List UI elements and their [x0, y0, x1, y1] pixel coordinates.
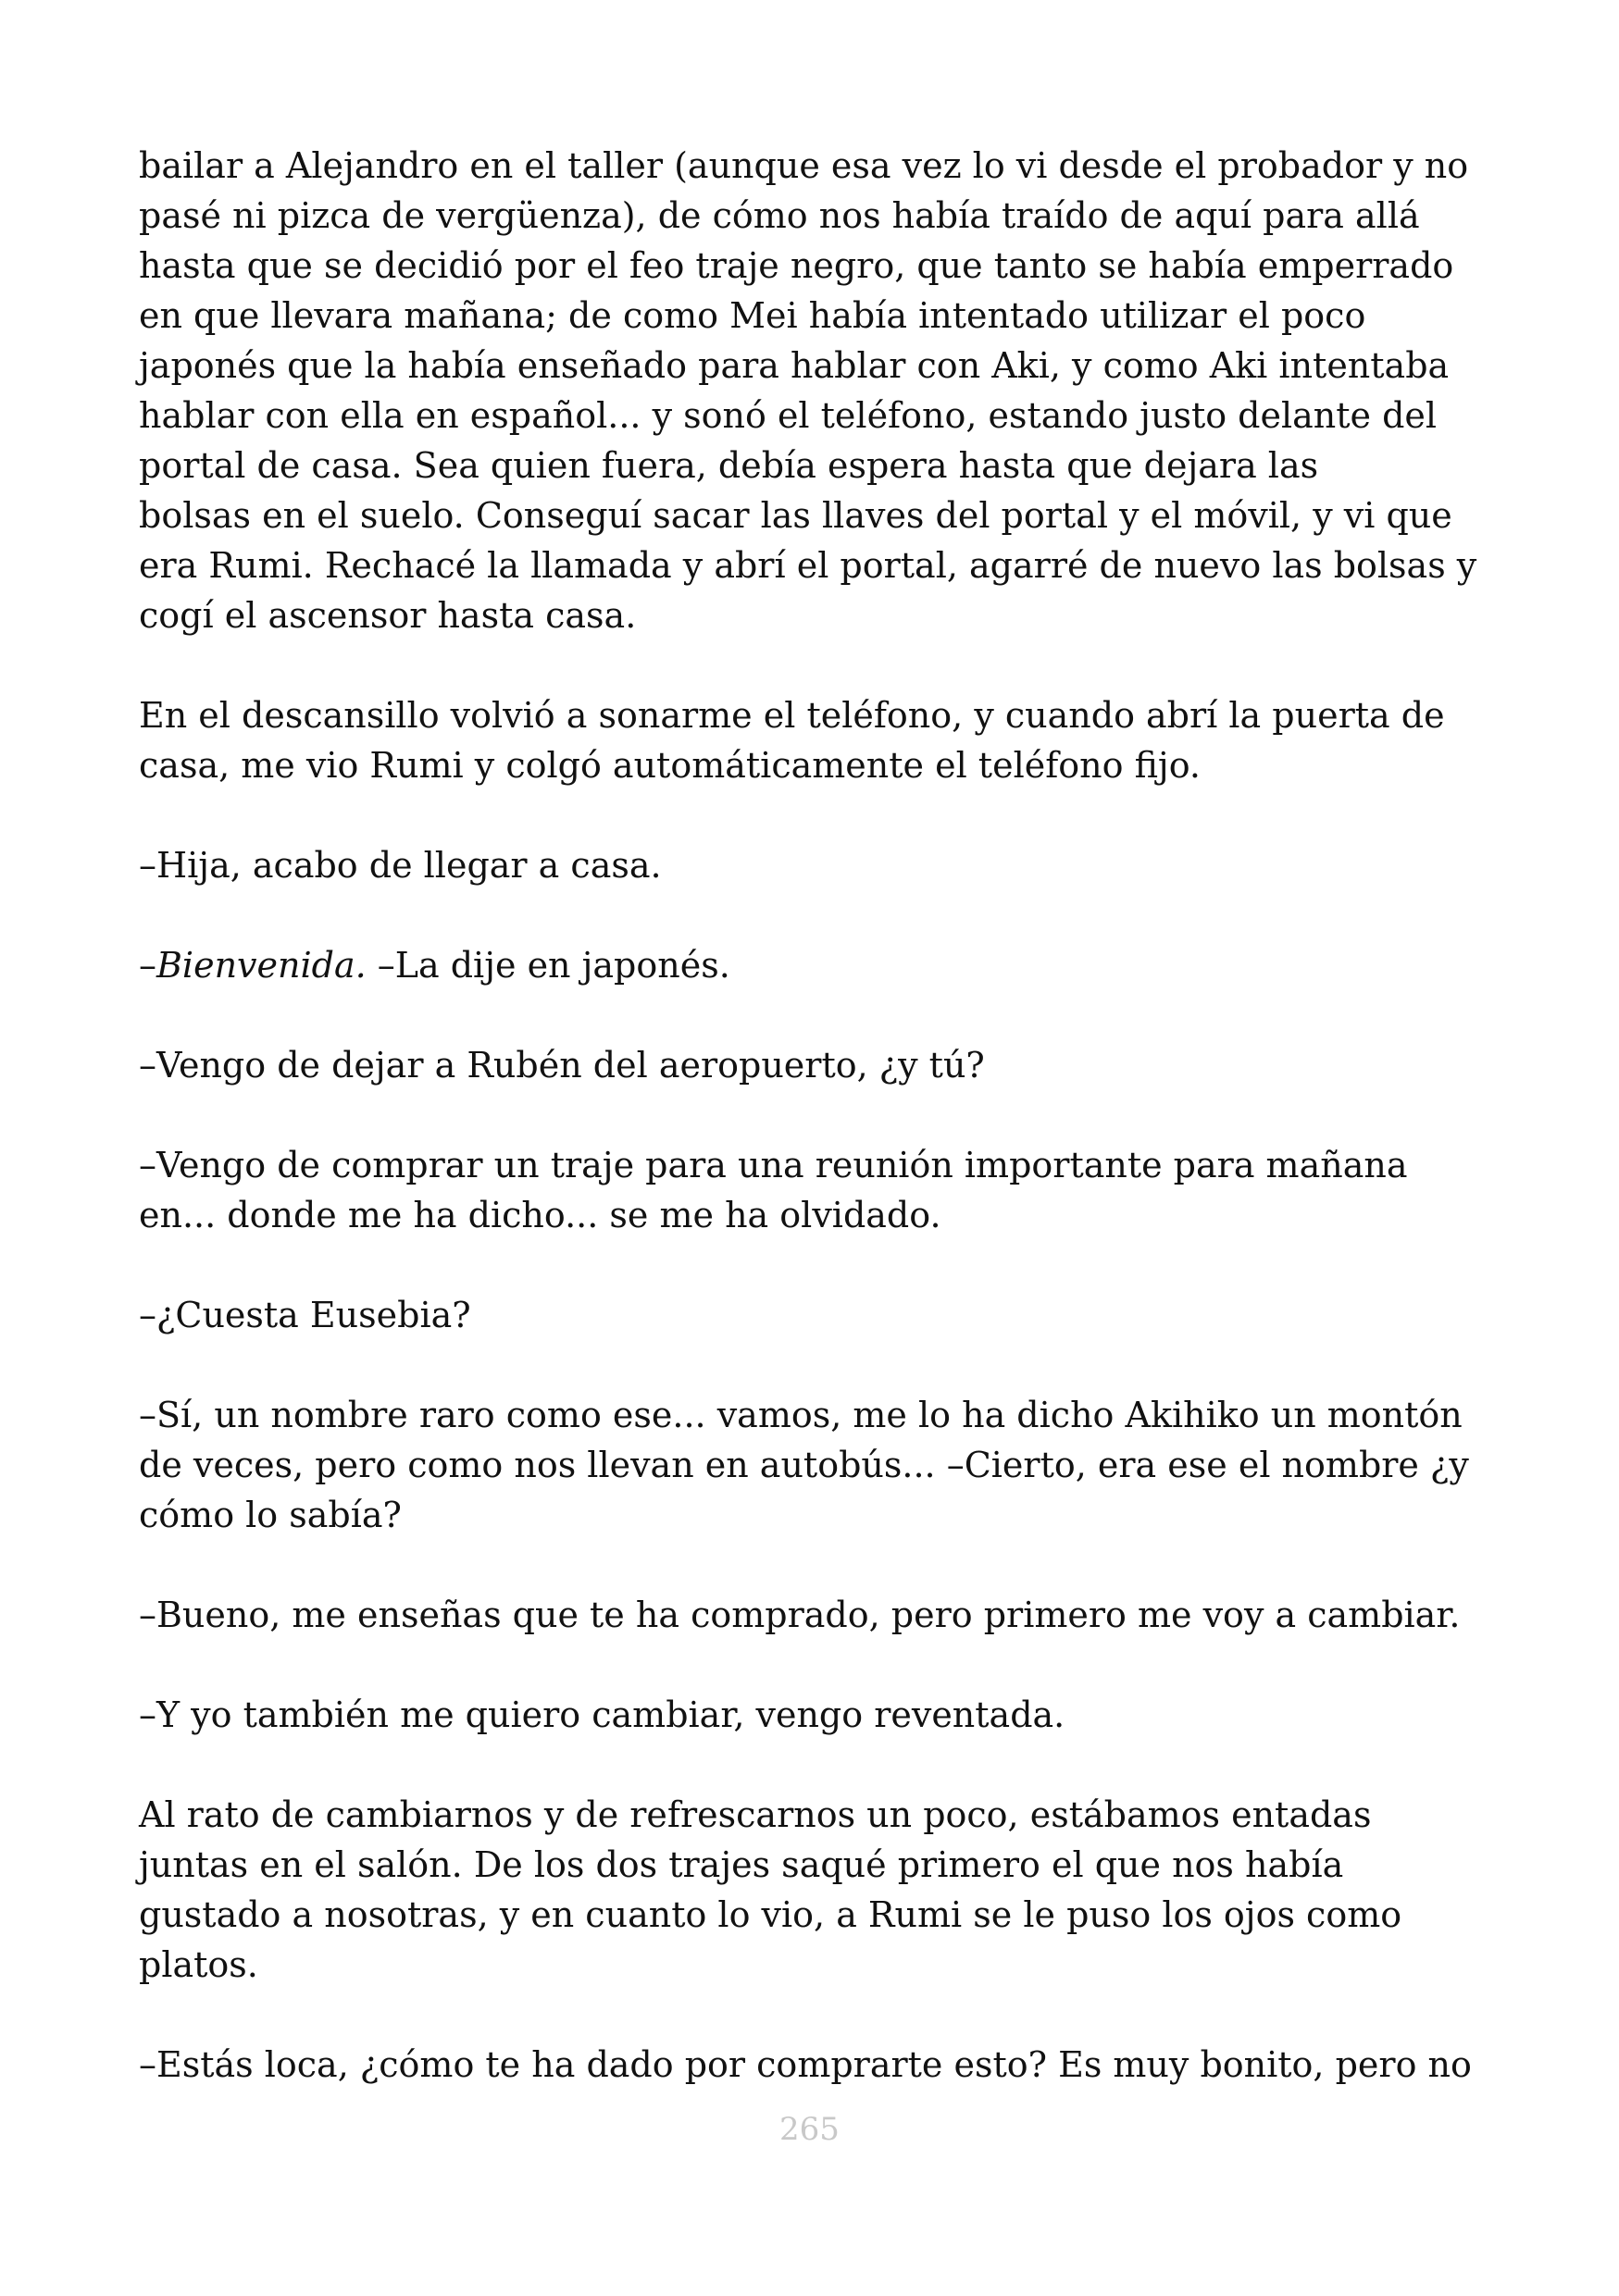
paragraph-spacer	[139, 1090, 1490, 1140]
text-line: cómo lo sabía?	[139, 1495, 402, 1535]
text-line: cogí el ascensor hasta casa.	[139, 595, 637, 636]
text-line: –Sí, un nombre raro como ese... vamos, me lo ha dicho Akihiko un montón	[139, 1395, 1463, 1435]
text-line: portal de casa. Sea quien fuera, debía espera hasta que dejara las	[139, 445, 1319, 486]
paragraph	[139, 940, 1490, 990]
text-line	[139, 940, 1490, 990]
text-line: –¿Cuesta Eusebia?	[139, 1295, 471, 1335]
text-line: en que llevara mañana; de como Mei había intentado utilizar el poco	[139, 295, 1366, 336]
paragraph-spacer	[139, 790, 1490, 840]
paragraph-spacer	[139, 1240, 1490, 1290]
text-line: casa, me vio Rumi y colgó automáticamente el teléfono fijo.	[139, 745, 1201, 786]
paragraph-spacer	[139, 990, 1490, 1040]
paragraph	[139, 1140, 1490, 1240]
paragraph-spacer	[139, 640, 1490, 690]
text-line: platos.	[139, 1944, 258, 1985]
paragraph-spacer	[139, 1740, 1490, 1790]
paragraph	[139, 1290, 1490, 1340]
paragraph	[139, 141, 1490, 640]
text-line: bailar a Alejandro en el taller (aunque esa vez lo vi desde el probador y no	[139, 145, 1469, 186]
text-line: –Y yo también me quiero cambiar, vengo reventada.	[139, 1694, 1065, 1735]
paragraph	[139, 840, 1490, 890]
text-line: Al rato de cambiarnos y de refrescarnos un poco, estábamos entadas	[139, 1794, 1372, 1835]
paragraph-spacer	[139, 890, 1490, 940]
text-line: gustado a nosotras, y en cuanto lo vio, a Rumi se le puso los ojos como	[139, 1894, 1402, 1935]
text-line: En el descansillo volvió a sonarme el teléfono, y cuando abrí la puerta de	[139, 695, 1445, 736]
paragraph	[139, 1040, 1490, 1090]
text-line: en... donde me ha dicho... se me ha olvidado.	[139, 1195, 941, 1235]
text-line: –Bueno, me enseñas que te ha comprado, pero primero me voy a cambiar.	[139, 1595, 1461, 1635]
paragraph	[139, 2040, 1490, 2090]
paragraph-spacer	[139, 1340, 1490, 1390]
text-line: –Vengo de dejar a Rubén del aeropuerto, ¿y tú?	[139, 1045, 985, 1086]
dialogue-dash: –	[139, 945, 156, 986]
text-line: –Vengo de comprar un traje para una reunión importante para mañana	[139, 1145, 1408, 1185]
body-text	[139, 141, 1490, 2090]
text-line: era Rumi. Rechacé la llamada y abrí el portal, agarré de nuevo las bolsas y	[139, 545, 1477, 586]
paragraph	[139, 1790, 1490, 1990]
dialogue-tag: –La dije en japonés.	[366, 945, 730, 986]
text-line: de veces, pero como nos llevan en autobús... –Cierto, era ese el nombre ¿y	[139, 1445, 1469, 1485]
text-line: bolsas en el suelo. Conseguí sacar las llaves del portal y el móvil, y vi que	[139, 495, 1452, 536]
text-line: –Hija, acabo de llegar a casa.	[139, 845, 662, 886]
paragraph-spacer	[139, 1990, 1490, 2040]
text-line: japonés que la había enseñado para hablar con Aki, y como Aki intentaba	[139, 345, 1450, 386]
paragraph	[139, 1690, 1490, 1740]
text-line: hablar con ella en español... y sonó el teléfono, estando justo delante del	[139, 395, 1438, 436]
page-number: 265	[779, 2111, 840, 2148]
paragraph	[139, 690, 1490, 790]
italic-word: Bienvenida.	[156, 945, 367, 986]
paragraph-spacer	[139, 1540, 1490, 1590]
paragraph-spacer	[139, 1640, 1490, 1690]
paragraph	[139, 1590, 1490, 1640]
text-line: hasta que se decidió por el feo traje negro, que tanto se había emperrado	[139, 245, 1454, 286]
text-line: pasé ni pizca de vergüenza), de cómo nos había traído de aquí para allá	[139, 195, 1420, 236]
text-line: –Estás loca, ¿cómo te ha dado por comprarte esto? Es muy bonito, pero no	[139, 2044, 1472, 2085]
text-line: juntas en el salón. De los dos trajes saqué primero el que nos había	[139, 1844, 1344, 1885]
paragraph	[139, 1390, 1490, 1540]
